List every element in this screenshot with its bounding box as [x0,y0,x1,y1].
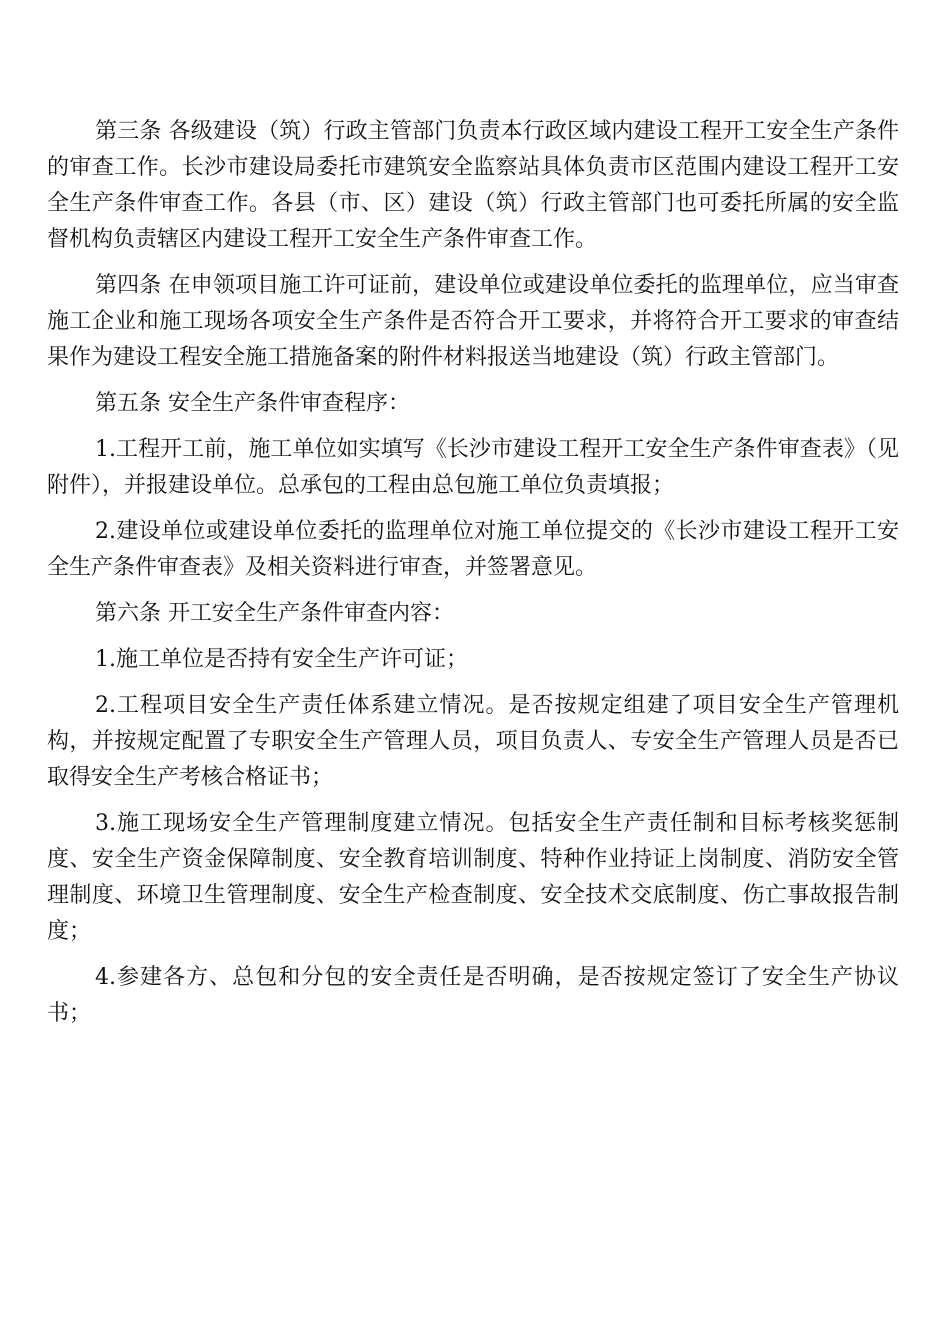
paragraph-article-6: 第六条 开工安全生产条件审查内容： [95,601,454,626]
paragraph-article-5: 第五条 安全生产条件审查程序： [95,391,410,416]
paragraph-article-6-item-2: 2.工程项目安全生产责任体系建立情况。是否按规定组建了项目安全生产管理机构，并按规定配置了专职安全生产管理人员，项目负责人、专安全生产管理人员是否已取得安全生产考核合格证书； [47,693,899,790]
paragraph-article-6-item-4: 4.参建各方、总包和分包的安全责任是否明确，是否按规定签订了安全生产协议书； [47,965,899,1026]
paragraph-article-5-item-1: 1.工程开工前，施工单位如实填写《长沙市建设工程开工安全生产条件审查表》（见附件），并报建设单位。总承包的工程由总包施工单位负责填报； [47,437,899,498]
paragraph-article-6-item-1: 1.施工单位是否持有安全生产许可证； [95,647,468,672]
document-body [47,114,899,1042]
paragraph-article-6-item-3: 3.施工现场安全生产管理制度建立情况。包括安全生产责任制和目标考核奖惩制度、安全生产资金保障制度、安全教育培训制度、特种作业持证上岗制度、消防安全管理制度、环境卫生管理制度、安全生产检查制度、安全技术交底制度、伤亡事故报告制度； [47,811,899,944]
paragraph-article-5-item-2: 2.建设单位或建设单位委托的监理单位对施工单位提交的《长沙市建设工程开工安全生产条件审查表》及相关资料进行审查，并签署意见。 [47,519,899,580]
paragraph-article-3: 第三条 各级建设（筑）行政主管部门负责本行政区域内建设工程开工安全生产条件的审查工作。长沙市建设局委托市建筑安全监察站具体负责市区范围内建设工程开工安全生产条件审查工作。各县（市、区）建设（筑）行政主管部门也可委托所属的安全监督机构负责辖区内建设工程开工安全生产条件审查工作。 [47,119,899,252]
paragraph-article-4: 第四条 在申领项目施工许可证前，建设单位或建设单位委托的监理单位，应当审查施工企业和施工现场各项安全生产条件是否符合开工要求，并将符合开工要求的审查结果作为建设工程安全施工措施备案的附件材料报送当地建设（筑）行政主管部门。 [47,273,899,370]
